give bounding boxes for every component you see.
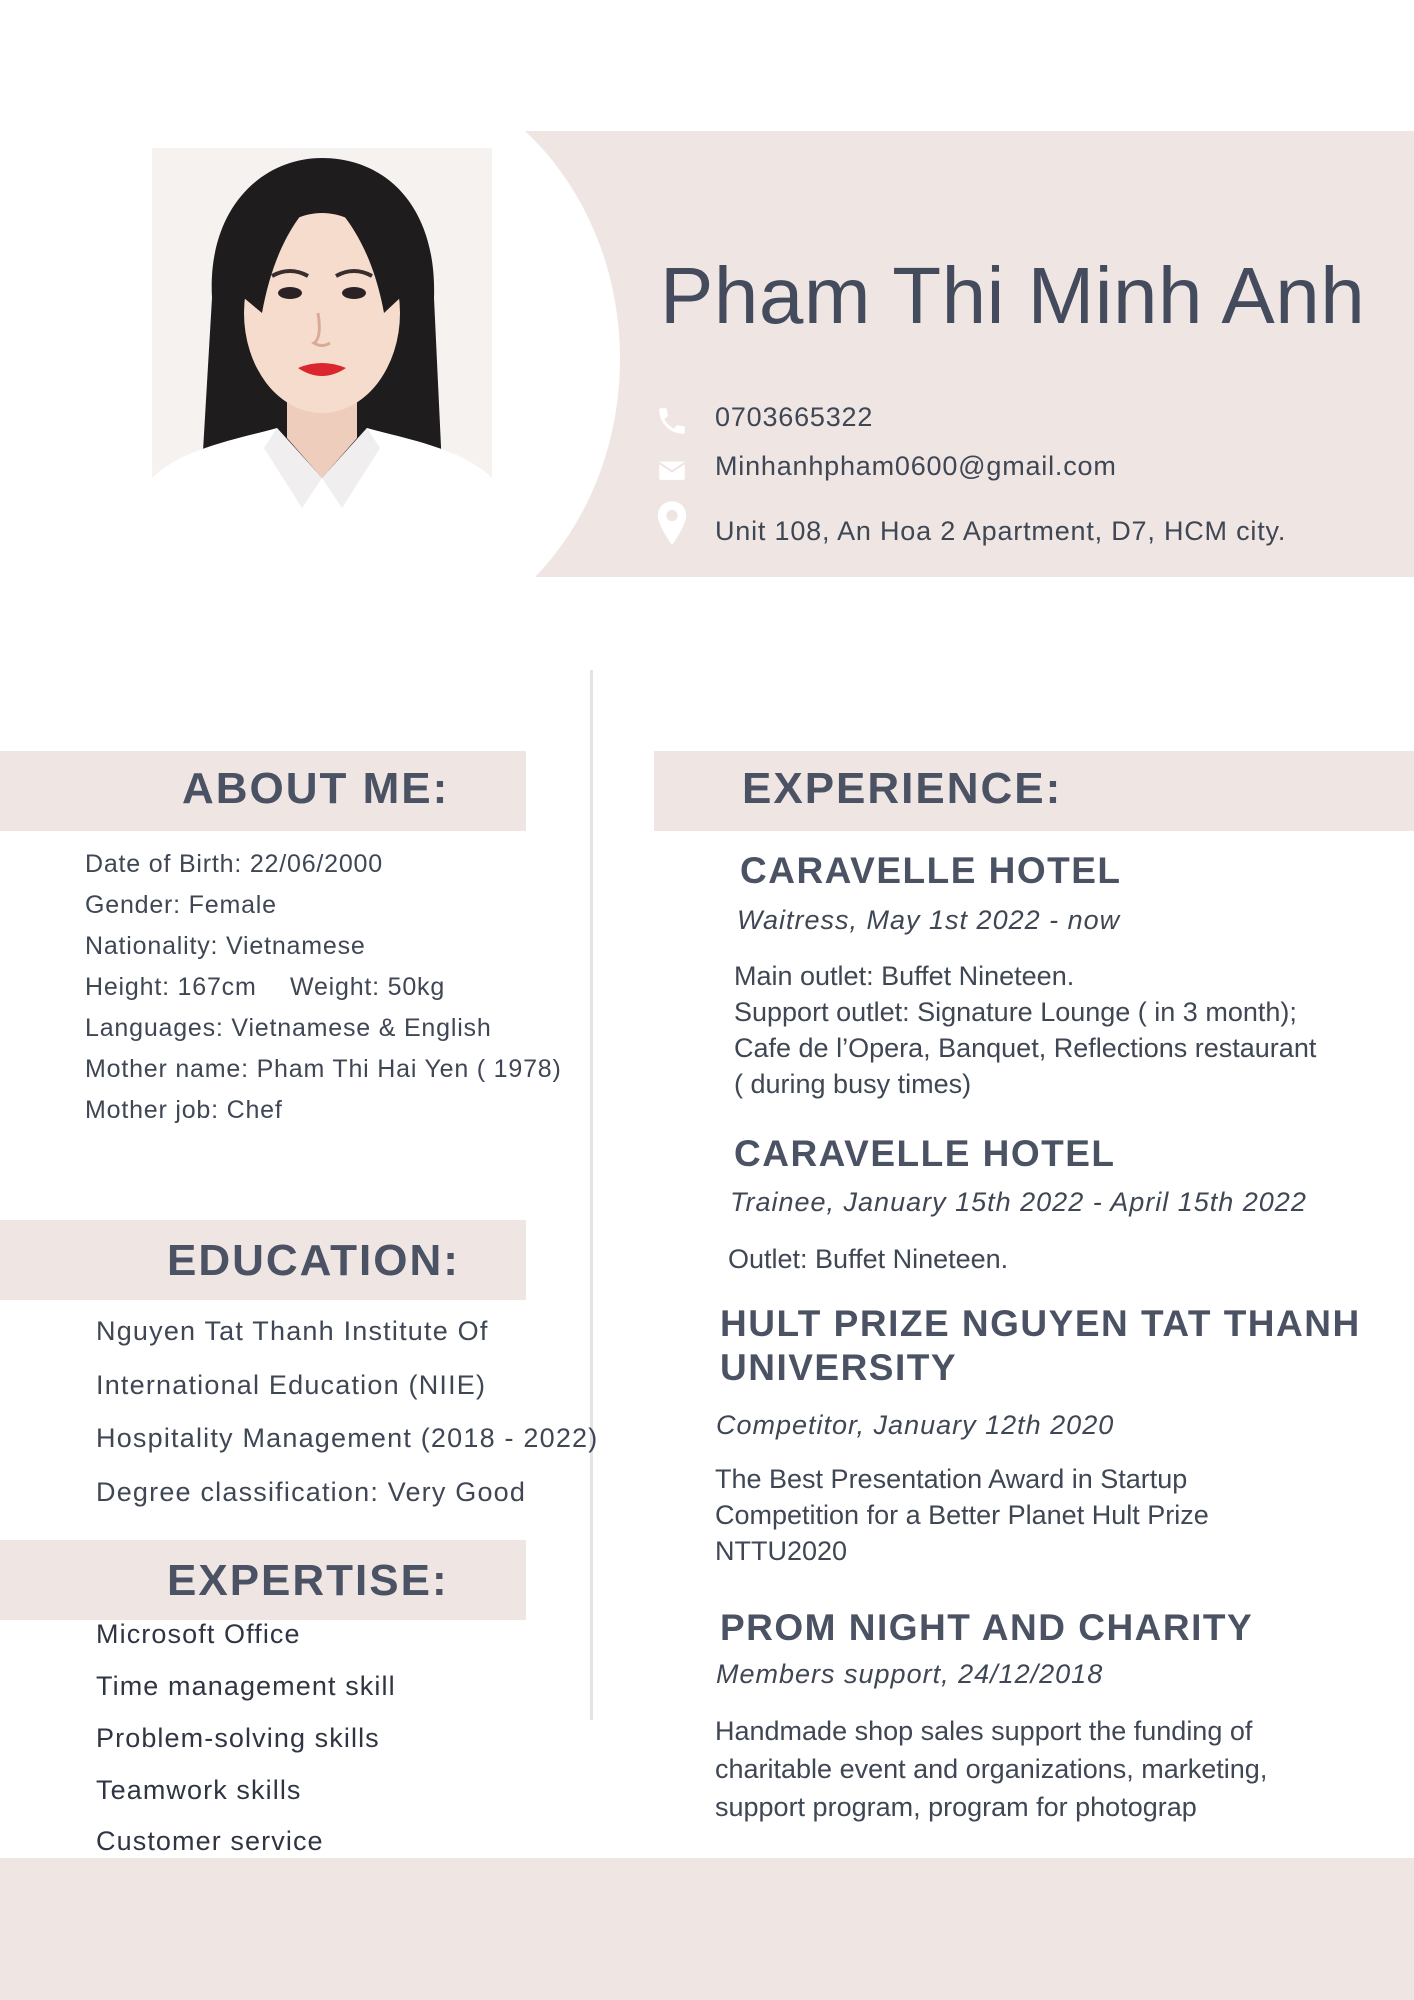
job-description: Outlet: Buffet Nineteen. <box>728 1244 1009 1274</box>
candidate-name: Pham Thi Minh Anh <box>660 251 1366 340</box>
about-languages: Languages: Vietnamese & English <box>85 1014 492 1042</box>
job-role: Trainee, January 15th 2022 - April 15th 2022 <box>730 1187 1307 1217</box>
portrait-illustration <box>152 148 492 576</box>
job-title: HULT PRIZE NGUYEN TAT THANH UNIVERSITY <box>720 1303 1361 1388</box>
job-description: Handmade shop sales support the funding of charitable event and organizations, marketing, support program, program for photograp <box>715 1716 1268 1822</box>
footer-band <box>0 1858 1414 2000</box>
job-title: PROM NIGHT AND CHARITY <box>720 1607 1254 1648</box>
education-title: EDUCATION: <box>167 1236 460 1285</box>
expertise-item: Teamwork skills <box>96 1775 302 1805</box>
about-height: Height: 167cm <box>85 973 257 1001</box>
job-title: CARAVELLE HOTEL <box>734 1133 1116 1174</box>
email-text: Minhanhpham0600@gmail.com <box>715 451 1117 481</box>
about-mother-job: Mother job: Chef <box>85 1096 283 1124</box>
job-description: The Best Presentation Award in Startup Competition for a Better Planet Hult Prize NTTU2020 <box>715 1464 1209 1566</box>
job-title: CARAVELLE HOTEL <box>740 850 1122 891</box>
expertise-item: Time management skill <box>96 1671 396 1701</box>
address-text: Unit 108, An Hoa 2 Apartment, D7, HCM city. <box>715 516 1287 546</box>
education-line: Nguyen Tat Thanh Institute Of <box>96 1316 489 1346</box>
column-divider <box>590 670 593 1720</box>
about-gender: Gender: Female <box>85 891 277 919</box>
phone-icon <box>655 404 689 438</box>
about-dob: Date of Birth: 22/06/2000 <box>85 850 383 878</box>
job-description: Main outlet: Buffet Nineteen. Support outlet: Signature Lounge ( in 3 month); Cafe de l’Opera, Banquet, Reflections restaurant ( during busy times) <box>734 961 1317 1099</box>
education-line: Degree classification: Very Good <box>96 1477 527 1507</box>
expertise-item: Customer service <box>96 1826 324 1856</box>
education-line: International Education (NIIE) <box>96 1370 487 1400</box>
about-weight: Weight: 50kg <box>290 973 446 1001</box>
about-mother-name: Mother name: Pham Thi Hai Yen ( 1978) <box>85 1055 562 1083</box>
job-role: Waitress, May 1st 2022 - now <box>737 905 1121 935</box>
expertise-item: Problem-solving skills <box>96 1723 380 1753</box>
expertise-title: EXPERTISE: <box>167 1556 449 1605</box>
header-band <box>515 131 1414 577</box>
envelope-icon <box>655 453 689 487</box>
about-nationality: Nationality: Vietnamese <box>85 932 366 960</box>
job-role: Members support, 24/12/2018 <box>716 1659 1104 1689</box>
education-line: Hospitality Management (2018 - 2022) <box>96 1423 599 1453</box>
expertise-item: Microsoft Office <box>96 1619 301 1649</box>
job-role: Competitor, January 12th 2020 <box>716 1410 1115 1440</box>
phone-text: 0703665322 <box>715 402 874 432</box>
experience-title: EXPERIENCE: <box>742 764 1063 813</box>
profile-photo <box>152 148 492 576</box>
about-title: ABOUT ME: <box>182 764 450 813</box>
location-pin-icon <box>655 498 689 550</box>
